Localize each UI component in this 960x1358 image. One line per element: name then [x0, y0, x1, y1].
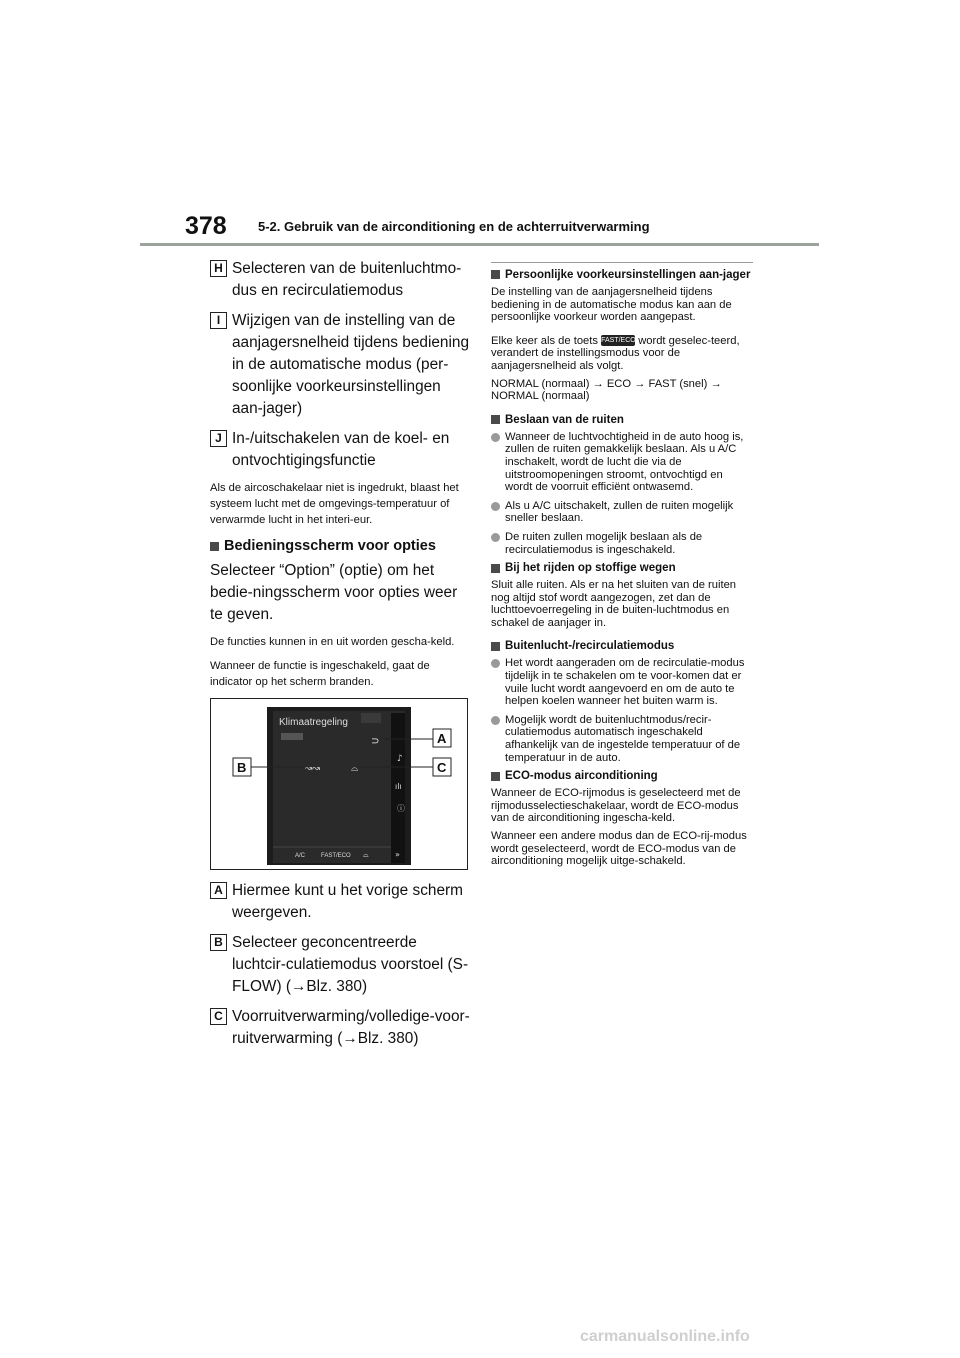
- heading-text: Buitenlucht-/recirculatiemodus: [505, 640, 675, 653]
- bullet-text: Wanneer de luchtvochtigheid in de auto hoog is, zullen de ruiten gemakkelijk beslaan. Als u A/C inschakelt, wordt de lucht die via de uitstroomopeningen stroomt, ontvochtigd en wordt de voorruit efficiënt ontwasemd.: [505, 430, 744, 494]
- options-text: Selecteer “Option” (optie) om het bedie-ningsscherm voor opties weer te geven.: [210, 562, 458, 623]
- bullet-text: Als u A/C uitschakelt, zullen de ruiten mogelijk sneller beslaan.: [505, 499, 734, 525]
- bullet-item: [491, 657, 753, 707]
- paragraph: Wanneer de ECO-rijmodus is geselecteerd met de rijmodusselectieschakelaar, wordt de ECO-modus van de airconditioning ingescha-keld.: [491, 787, 741, 825]
- options-note-2: Wanneer de functie is ingeschakeld, gaat de indicator op het scherm branden.: [210, 660, 430, 688]
- header-rule: [140, 243, 819, 246]
- paragraph: Wanneer een andere modus dan de ECO-rij-modus wordt geselecteerd, wordt de ECO-modus van de airconditioning mogelijk uitge-schakeld.: [491, 830, 747, 868]
- callout-a-label: A: [437, 731, 447, 746]
- options-note-1: De functies kunnen in en uit worden gescha-keld.: [210, 636, 455, 648]
- square-bullet-icon: [491, 415, 500, 424]
- square-bullet-icon: [491, 270, 500, 279]
- letter-badge: H: [210, 260, 227, 277]
- right-column: [491, 262, 753, 873]
- info-icon: ⓘ: [397, 804, 405, 813]
- list-item-b: [210, 932, 472, 998]
- square-bullet-icon: [491, 642, 500, 651]
- item-text: Wijzigen van de instelling van de aanjagersnelheid tijdens bediening in de automatische modus (per-soonlijke voorkeursinstellingen aan-jager): [232, 312, 470, 417]
- letter-badge: B: [210, 934, 227, 951]
- back-icon: ⊃: [371, 736, 380, 747]
- letter-badge: I: [210, 312, 227, 329]
- screen-illustration: [211, 699, 467, 869]
- note-ac: Als de aircoschakelaar niet is ingedrukt, blaast het systeem lucht met de omgevings-temperatuur of verwarmde lucht in het interi-eur.: [210, 482, 459, 526]
- sound-icon: ♪: [397, 754, 403, 764]
- mode-sequence: NORMAL (normaal) → ECO → FAST (snel) → NORMAL (normaal): [491, 377, 722, 403]
- heading-recirculation: [491, 640, 753, 653]
- text-pre: Elke keer als de toets: [491, 334, 598, 347]
- heading-dusty-roads: [491, 562, 753, 575]
- screen-title: Klimaatregeling: [279, 717, 348, 728]
- callout-b-label: B: [237, 760, 247, 775]
- heading-text: Persoonlijke voorkeursinstellingen aan-jager: [505, 269, 751, 281]
- bullet-item: [491, 431, 753, 494]
- list-item-h: [210, 258, 472, 302]
- square-bullet-icon: [210, 542, 219, 551]
- bullet-item: [491, 500, 753, 525]
- item-text: Hiermee kunt u het vorige scherm weergeven.: [232, 882, 463, 921]
- page-number: 378: [185, 212, 227, 240]
- equalizer-icon: ılı: [395, 782, 402, 791]
- defroster-icon: ⌓: [351, 764, 359, 774]
- bullet-text: Mogelijk wordt de buitenluchtmodus/recir-culatiemodus automatisch ingeschakeld afhankelijk van de ingestelde temperatuur of de temperatuur in de auto.: [505, 713, 741, 764]
- more-icon: »: [395, 850, 400, 859]
- section-title: 5-2. Gebruik van de airconditioning en de achterruitverwarming: [258, 219, 650, 234]
- bullet-dot-icon: [491, 533, 500, 542]
- letter-badge: C: [210, 1008, 227, 1025]
- callout-c-label: C: [437, 760, 447, 775]
- square-bullet-icon: [491, 772, 500, 781]
- letter-badge: A: [210, 882, 227, 899]
- watermark: carmanualsonline.info: [580, 1328, 750, 1345]
- fast-eco-button: FAST/ECO: [321, 853, 351, 859]
- list-item-j: [210, 428, 472, 472]
- bullet-item: [491, 531, 753, 556]
- item-text: Selecteer geconcentreerde luchtcir-culatiemodus voorstoel (S-FLOW) (→Blz. 380): [232, 934, 469, 995]
- bullet-dot-icon: [491, 502, 500, 511]
- bullet-text: Het wordt aangeraden om de recirculatie-modus tijdelijk in te schakelen om te voor-komen dat er vuile lucht wordt aangevoerd en om de auto te helpen koelen wanneer het buiten warm is.: [505, 657, 745, 708]
- bullet-dot-icon: [491, 433, 500, 442]
- heading-fogging: [491, 414, 753, 427]
- item-text: Voorruitverwarming/volledige-voor-ruitverwarming (→Blz. 380): [232, 1008, 470, 1047]
- list-item-c: [210, 1006, 472, 1050]
- list-item-i: [210, 310, 472, 420]
- square-bullet-icon: [491, 564, 500, 573]
- left-column: [210, 258, 472, 1058]
- paragraph-with-key: [491, 335, 753, 373]
- options-heading: [210, 538, 472, 554]
- options-screen-figure: [210, 698, 468, 870]
- item-text: In-/uitschakelen van de koel- en ontvochtigingsfunctie: [232, 430, 450, 469]
- heading-text: Bij het rijden op stoffige wegen: [505, 562, 676, 575]
- options-heading-text: Bedieningsscherm voor opties: [224, 538, 436, 554]
- bullet-text: De ruiten zullen mogelijk beslaan als de recirculatiemodus is ingeschakeld.: [505, 530, 703, 556]
- defog-icon: ⌓: [363, 851, 369, 859]
- ac-button: A/C: [295, 853, 306, 859]
- letter-badge: J: [210, 430, 227, 447]
- fast-eco-key-icon: FAST/ECO: [601, 337, 636, 345]
- bullet-dot-icon: [491, 659, 500, 668]
- paragraph: De instelling van de aanjagersnelheid tijdens bediening in de automatische modus kan aan de persoonlijke voorkeur worden aangepast.: [491, 286, 732, 324]
- heading-text: ECO-modus airconditioning: [505, 770, 658, 783]
- paragraph: Sluit alle ruiten. Als er na het sluiten van de ruiten nog altijd stof wordt aangezogen, zet dan de luchttoevoerregeling in de buiten-luchtmodus en schakel de aanjager in.: [491, 579, 737, 629]
- s-flow-icon: ↝↝: [305, 764, 321, 774]
- heading-fan-preferences: [491, 269, 753, 282]
- text-post: wordt geselec-teerd, verandert de instellingsmodus voor de aanjagersnelheid als volgt.: [491, 334, 740, 372]
- bullet-dot-icon: [491, 716, 500, 725]
- list-item-a: [210, 880, 472, 924]
- heading-text: Beslaan van de ruiten: [505, 413, 624, 426]
- heading-eco-mode: [491, 770, 753, 783]
- bullet-item: [491, 714, 753, 764]
- item-text: Selecteren van de buitenluchtmo-dus en recirculatiemodus: [232, 260, 462, 299]
